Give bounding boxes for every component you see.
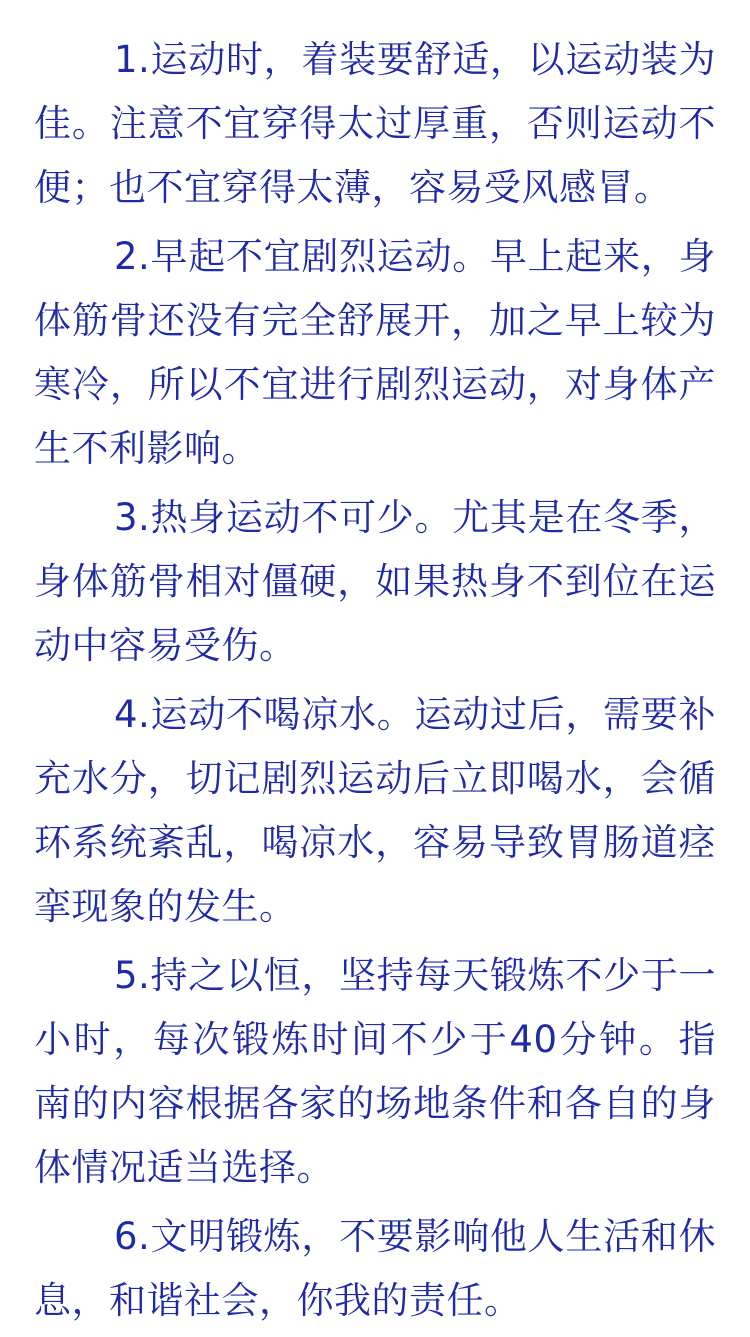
tip-paragraph-3: 3.热身运动不可少。尤其是在冬季，身体筋骨相对僵硬，如果热身不到位在运动中容易受伤。 <box>34 496 716 667</box>
tip-paragraph-2: 2.早起不宜剧烈运动。早上起来，身体筋骨还没有完全舒展开，加之早上较为寒冷，所以不宜进行剧烈运动，对身体产生不利影响。 <box>34 235 716 470</box>
tip-paragraph-6: 6.文明锻炼，不要影响他人生活和休息，和谐社会，你我的责任。 <box>34 1215 716 1322</box>
tip-paragraph-5: 5.持之以恒，坚持每天锻炼不少于一小时，每次锻炼时间不少于40分钟。指南的内容根据各家的场地条件和各自的身体情况适当选择。 <box>34 954 716 1189</box>
tip-paragraph-4: 4.运动不喝凉水。运动过后，需要补充水分，切记剧烈运动后立即喝水，会循环系统紊乱，喝凉水，容易导致胃肠道痉挛现象的发生。 <box>34 693 716 928</box>
tip-paragraph-1: 1.运动时，着装要舒适，以运动装为佳。注意不宜穿得太过厚重，否则运动不便；也不宜穿得太薄，容易受风感冒。 <box>34 38 716 209</box>
